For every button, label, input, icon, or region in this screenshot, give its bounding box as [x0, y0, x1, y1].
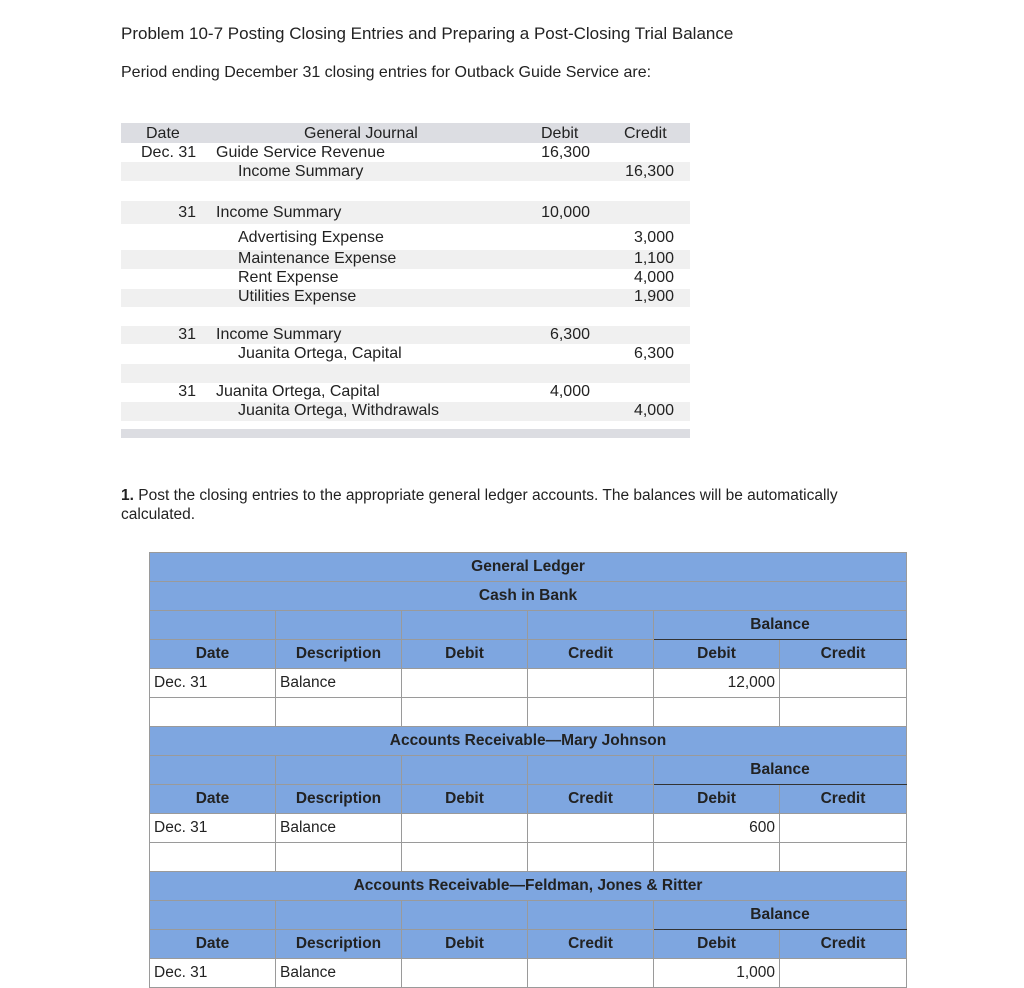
col-description: Description — [276, 640, 402, 669]
journal-date: 31 — [178, 204, 196, 221]
balance-credit — [780, 814, 907, 843]
journal-credit-amount: 16,300 — [625, 163, 674, 180]
col-credit: Credit — [528, 930, 654, 959]
debit-input[interactable] — [402, 814, 528, 843]
col-balance-credit: Credit — [780, 640, 907, 669]
problem-subtitle: Period ending December 31 closing entries for Outback Guide Service are: — [121, 64, 652, 81]
row-description: Balance — [276, 669, 402, 698]
journal-credit-amount: 1,100 — [633, 250, 674, 267]
account-name: Cash in Bank — [150, 582, 907, 611]
problem-title: Problem 10-7 Posting Closing Entries and Preparing a Post-Closing Trial Balance — [121, 24, 734, 43]
balance-header: Balance — [654, 901, 907, 930]
col-balance-debit: Debit — [654, 785, 780, 814]
col-debit: Debit — [402, 930, 528, 959]
journal-date: 31 — [178, 326, 196, 343]
ledger-entry-row — [150, 843, 907, 872]
credit-input[interactable] — [528, 843, 654, 872]
balance-debit: 1,000 — [654, 959, 780, 988]
balance-header: Balance — [654, 756, 907, 785]
journal-credit-amount: 4,000 — [633, 269, 674, 286]
balance-credit — [780, 669, 907, 698]
col-date: Date — [150, 930, 276, 959]
col-balance-credit: Credit — [780, 785, 907, 814]
journal-date: 31 — [178, 383, 196, 400]
ledger-row — [150, 959, 907, 988]
description-input[interactable] — [276, 843, 402, 872]
journal-row-band — [121, 364, 690, 383]
journal-header-credit: Credit — [624, 125, 667, 142]
credit-input[interactable] — [528, 698, 654, 727]
column-header-row — [150, 785, 907, 814]
journal-credit-account: Juanita Ortega, Capital — [238, 345, 402, 362]
column-header-row — [150, 640, 907, 669]
account-name: Accounts Receivable—Mary Johnson — [150, 727, 907, 756]
col-debit: Debit — [402, 785, 528, 814]
debit-input[interactable] — [402, 959, 528, 988]
journal-credit-account: Juanita Ortega, Withdrawals — [238, 402, 439, 419]
col-balance-debit: Debit — [654, 640, 780, 669]
credit-input[interactable] — [528, 814, 654, 843]
instruction-text: Post the closing entries to the appropriate general ledger accounts. The balances will be automatically calculated. — [121, 487, 838, 523]
date-input[interactable] — [150, 843, 276, 872]
col-debit: Debit — [402, 640, 528, 669]
general-ledger-table — [149, 552, 907, 988]
account-name-row — [150, 582, 907, 611]
account-name: Accounts Receivable—Feldman, Jones & Ritter — [150, 872, 907, 901]
account-name-row — [150, 872, 907, 901]
ledger-title-row — [150, 553, 907, 582]
journal-credit-amount: 6,300 — [633, 345, 674, 362]
debit-input[interactable] — [402, 669, 528, 698]
instruction — [121, 486, 901, 524]
balance-header: Balance — [654, 611, 907, 640]
journal-credit-account: Income Summary — [238, 163, 364, 180]
journal-debit-account: Income Summary — [216, 326, 342, 343]
row-date: Dec. 31 — [150, 959, 276, 988]
ledger-row — [150, 814, 907, 843]
ledger-row — [150, 669, 907, 698]
balance-debit: 12,000 — [654, 669, 780, 698]
col-balance-debit: Debit — [654, 930, 780, 959]
journal-credit-account: Utilities Expense — [238, 288, 357, 305]
journal-row-band — [121, 326, 690, 344]
debit-input[interactable] — [402, 843, 528, 872]
journal-debit-amount: 16,300 — [541, 144, 590, 161]
debit-input[interactable] — [402, 698, 528, 727]
balance-debit: 600 — [654, 814, 780, 843]
credit-input[interactable] — [528, 959, 654, 988]
journal-row-band — [121, 201, 690, 224]
balance-credit — [780, 959, 907, 988]
col-description: Description — [276, 930, 402, 959]
journal-header-date: Date — [146, 125, 180, 142]
journal-debit-amount: 6,300 — [549, 326, 590, 343]
description-input[interactable] — [276, 698, 402, 727]
col-date: Date — [150, 785, 276, 814]
journal-credit-account: Maintenance Expense — [238, 250, 397, 267]
journal-header-title: General Journal — [304, 125, 418, 142]
credit-input[interactable] — [528, 669, 654, 698]
journal-credit-account: Advertising Expense — [238, 229, 384, 246]
row-description: Balance — [276, 814, 402, 843]
journal-debit-account: Guide Service Revenue — [216, 144, 385, 161]
journal-debit-amount: 10,000 — [541, 204, 590, 221]
balance-header-row — [150, 901, 907, 930]
journal-credit-account: Rent Expense — [238, 269, 339, 286]
journal-date: Dec. 31 — [141, 144, 197, 161]
row-date: Dec. 31 — [150, 669, 276, 698]
balance-header-row — [150, 756, 907, 785]
journal-footer-band — [121, 429, 690, 438]
journal-credit-amount: 3,000 — [633, 229, 674, 246]
col-description: Description — [276, 785, 402, 814]
col-credit: Credit — [528, 640, 654, 669]
journal-debit-amount: 4,000 — [549, 383, 590, 400]
row-date: Dec. 31 — [150, 814, 276, 843]
col-credit: Credit — [528, 785, 654, 814]
journal-debit-account: Income Summary — [216, 204, 342, 221]
account-name-row — [150, 727, 907, 756]
journal-credit-amount: 1,900 — [633, 288, 674, 305]
row-description: Balance — [276, 959, 402, 988]
col-balance-credit: Credit — [780, 930, 907, 959]
journal-debit-account: Juanita Ortega, Capital — [216, 383, 380, 400]
journal-header-debit: Debit — [541, 125, 579, 142]
column-header-row — [150, 930, 907, 959]
date-input[interactable] — [150, 698, 276, 727]
journal-credit-amount: 4,000 — [633, 402, 674, 419]
instruction-number: 1. — [121, 487, 134, 504]
ledger-title: General Ledger — [150, 553, 907, 582]
col-date: Date — [150, 640, 276, 669]
ledger-entry-row — [150, 698, 907, 727]
balance-header-row — [150, 611, 907, 640]
